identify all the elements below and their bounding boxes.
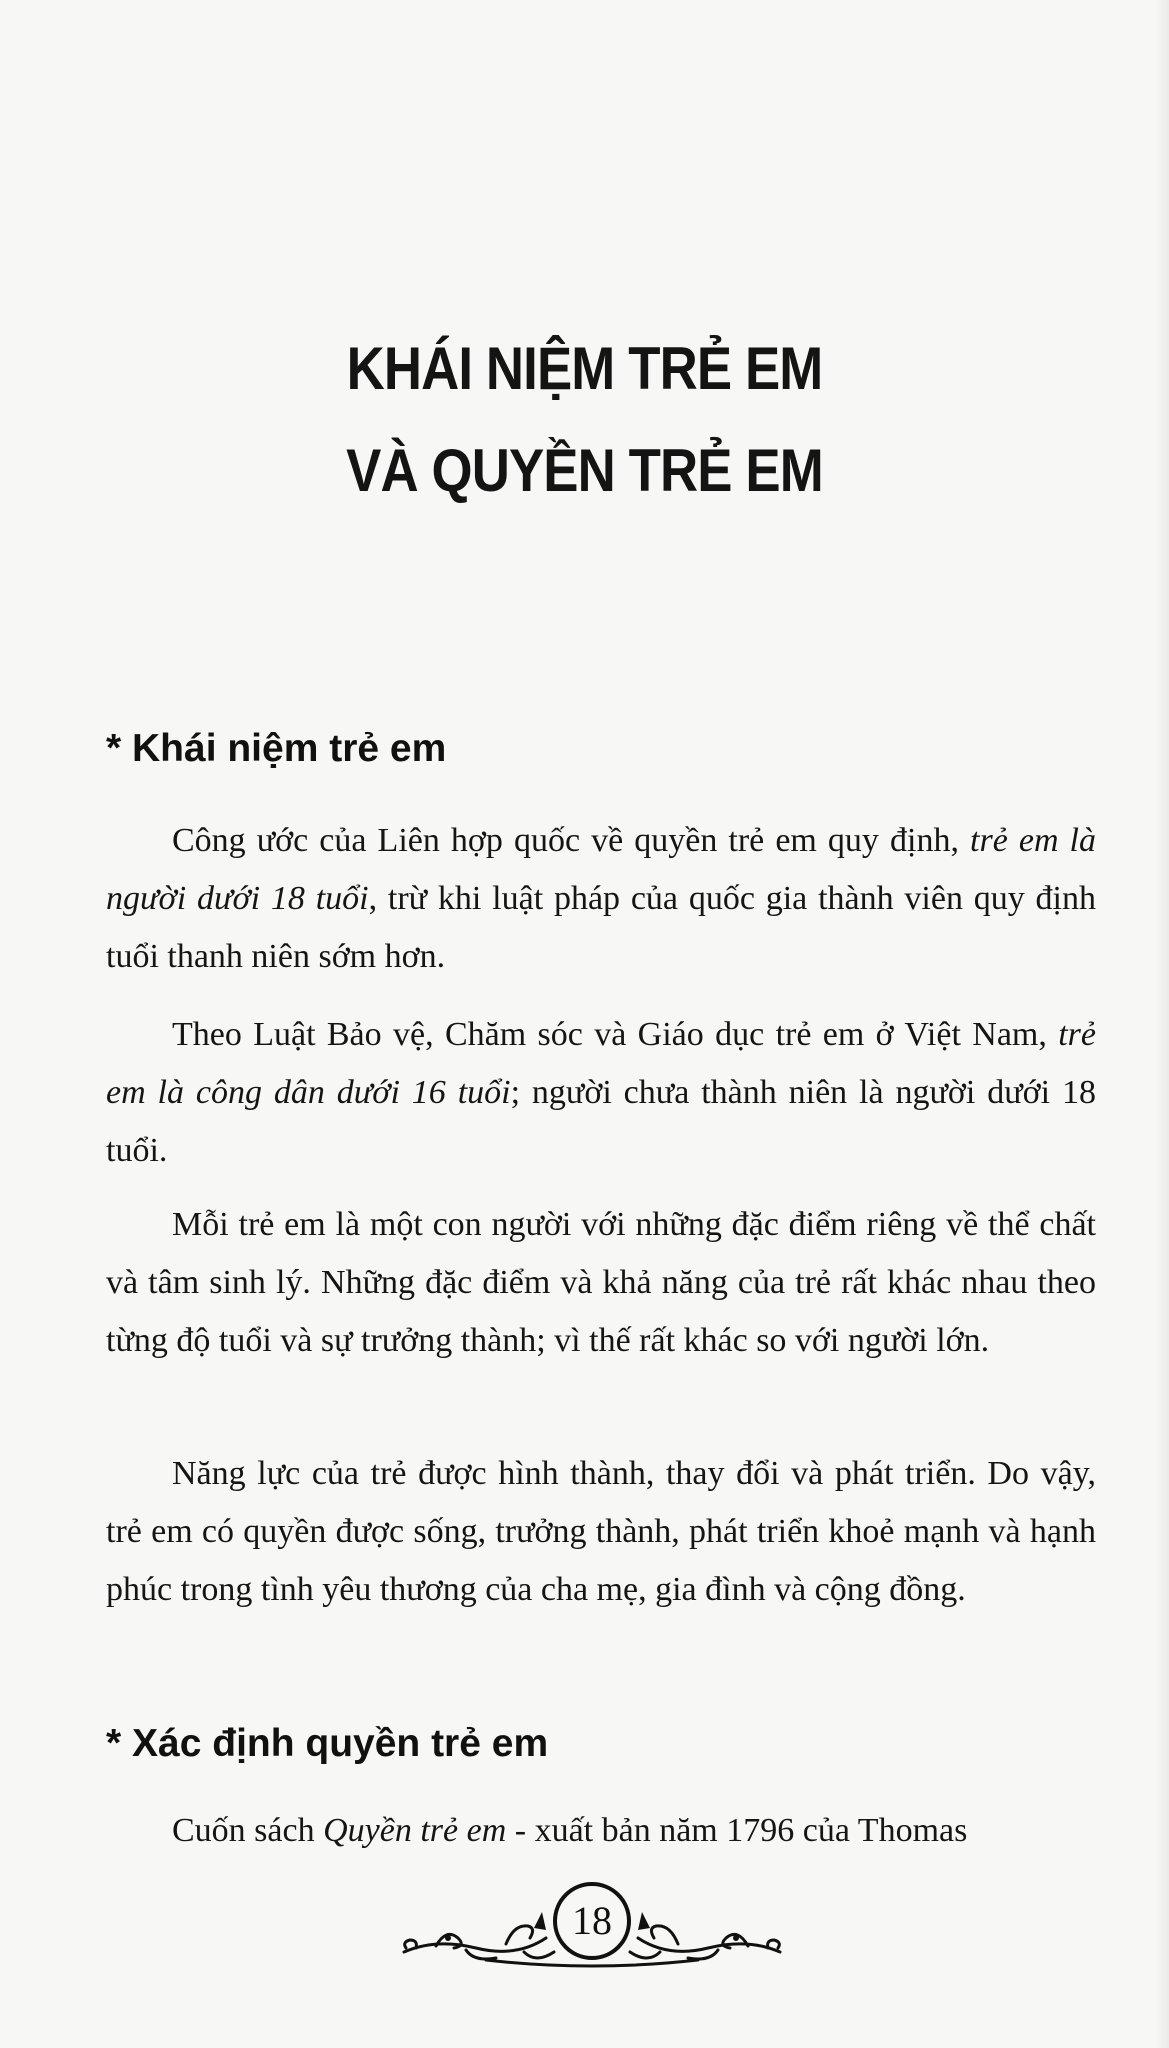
paragraph-text: , trừ khi luật pháp của quốc gia thành viên quy định tuổi thanh niên sớm hơn.	[106, 880, 1097, 975]
paragraph-child-characteristics: Mỗi trẻ em là một con người với những đặc điểm riêng về thể chất và tâm sinh lý. Những đặc điểm và khả năng của trẻ rất khác nhau theo từng độ tuổi và sự trưởng thành; vì thế rất khác so với người lớn.	[106, 1206, 1096, 1359]
paragraph-text: Theo Luật Bảo vệ, Chăm sóc và Giáo dục trẻ em ở Việt Nam,	[172, 1016, 1059, 1053]
italic-definition: trẻ em là công dân dưới 16 tuổi	[106, 1016, 1096, 1111]
page-title-line-1: KHÁI NIỆM TRẺ EM	[346, 335, 823, 402]
section-heading-child-concept: * Khái niệm trẻ em	[106, 727, 447, 770]
page-number: 18	[553, 1882, 631, 1960]
paragraph-child-rights-development: Năng lực của trẻ được hình thành, thay đổi và phát triển. Do vậy, trẻ em có quyền được sống, trưởng thành, phát triển khoẻ mạnh và hạnh phúc trong tình yêu thương của cha mẹ, gia đình và cộng đồng.	[106, 1455, 1096, 1608]
paragraph-thomas-book	[106, 1802, 1096, 1860]
paragraph-text: Cuốn sách	[172, 1812, 324, 1849]
paragraph-text: - xuất bản năm 1796 của Thomas	[506, 1812, 968, 1849]
page-footer	[396, 1868, 788, 1978]
page-title	[70, 318, 1099, 522]
section-heading-defining-rights: * Xác định quyền trẻ em	[106, 1722, 549, 1765]
italic-definition: trẻ em là người dưới 18 tuổi	[106, 822, 1096, 917]
paragraph-vietnam-law	[106, 1006, 1096, 1180]
paragraph-un-convention	[106, 812, 1096, 986]
paragraph-text: Công ước của Liên hợp quốc về quyền trẻ em quy định,	[172, 822, 971, 859]
page-edge-shadow	[1155, 0, 1169, 2048]
page-title-line-2: VÀ QUYỀN TRẺ EM	[346, 437, 823, 504]
italic-book-title: Quyền trẻ em	[323, 1812, 507, 1849]
paragraph-text: ; người chưa thành niên là người dưới 18 tuổi.	[106, 1074, 1096, 1169]
